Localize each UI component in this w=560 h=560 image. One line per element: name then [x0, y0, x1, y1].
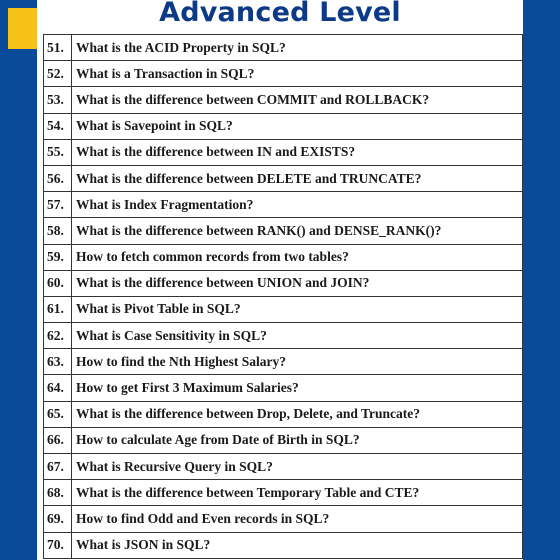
question-number: 56. [44, 165, 72, 191]
question-number: 70. [44, 532, 72, 558]
question-number: 62. [44, 323, 72, 349]
question-text: What is Recursive Query in SQL? [72, 454, 523, 480]
table-row [44, 244, 523, 270]
question-number: 53. [44, 87, 72, 113]
question-text: What is Index Fragmentation? [72, 192, 523, 218]
question-text: How to calculate Age from Date of Birth in SQL? [72, 427, 523, 453]
table-row [44, 296, 523, 322]
question-text: What is Pivot Table in SQL? [72, 296, 523, 322]
right-side-band [523, 0, 560, 560]
question-text: What is the ACID Property in SQL? [72, 35, 523, 61]
question-text: What is JSON in SQL? [72, 532, 523, 558]
table-row [44, 270, 523, 296]
question-text: What is a Transaction in SQL? [72, 61, 523, 87]
question-text: What is the difference between DELETE and TRUNCATE? [72, 165, 523, 191]
table-row [44, 323, 523, 349]
table-row [44, 349, 523, 375]
question-number: 52. [44, 61, 72, 87]
question-text: What is the difference between COMMIT and ROLLBACK? [72, 87, 523, 113]
question-number: 67. [44, 454, 72, 480]
table-row [44, 87, 523, 113]
table-row [44, 506, 523, 532]
table-row [44, 427, 523, 453]
table-row [44, 532, 523, 558]
table-row [44, 113, 523, 139]
question-number: 65. [44, 401, 72, 427]
table-row [44, 165, 523, 191]
question-number: 54. [44, 113, 72, 139]
table-row [44, 401, 523, 427]
left-side-band [0, 0, 37, 560]
question-number: 60. [44, 270, 72, 296]
question-text: What is the difference between Temporary Table and CTE? [72, 480, 523, 506]
page-title: Advanced Level [159, 0, 401, 28]
question-text: How to get First 3 Maximum Salaries? [72, 375, 523, 401]
question-text: How to find the Nth Highest Salary? [72, 349, 523, 375]
question-number: 63. [44, 349, 72, 375]
questions-table [43, 34, 523, 559]
table-row [44, 61, 523, 87]
question-text: What is the difference between RANK() and DENSE_RANK()? [72, 218, 523, 244]
question-number: 58. [44, 218, 72, 244]
question-text: What is the difference between IN and EXISTS? [72, 139, 523, 165]
question-text: What is the difference between Drop, Delete, and Truncate? [72, 401, 523, 427]
table-row [44, 480, 523, 506]
table-row [44, 139, 523, 165]
question-text: How to find Odd and Even records in SQL? [72, 506, 523, 532]
question-text: What is Case Sensitivity in SQL? [72, 323, 523, 349]
question-number: 66. [44, 427, 72, 453]
question-number: 59. [44, 244, 72, 270]
yellow-accent-tab [8, 8, 37, 49]
question-text: What is the difference between UNION and JOIN? [72, 270, 523, 296]
table-row [44, 35, 523, 61]
question-number: 55. [44, 139, 72, 165]
table-row [44, 192, 523, 218]
question-number: 64. [44, 375, 72, 401]
question-number: 61. [44, 296, 72, 322]
question-number: 68. [44, 480, 72, 506]
table-row [44, 454, 523, 480]
question-number: 69. [44, 506, 72, 532]
table-row [44, 218, 523, 244]
question-number: 57. [44, 192, 72, 218]
table-row [44, 375, 523, 401]
question-number: 51. [44, 35, 72, 61]
question-text: How to fetch common records from two tables? [72, 244, 523, 270]
question-text: What is Savepoint in SQL? [72, 113, 523, 139]
